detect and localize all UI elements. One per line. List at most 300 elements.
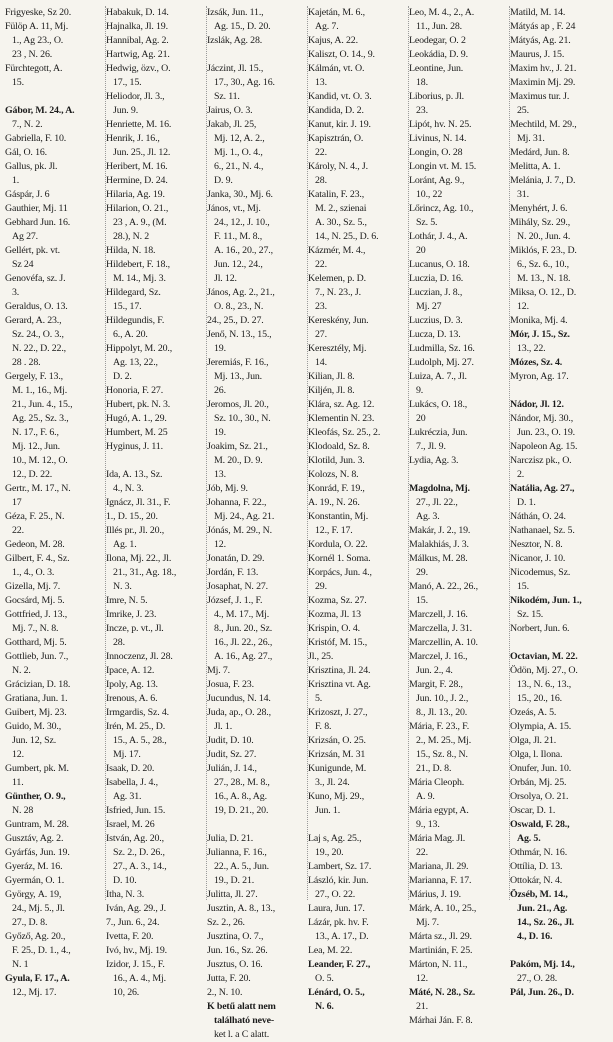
name-entry-line: 21., D. 8. [416,763,452,774]
name-entry-line: Gauthier, Mj. 11 [5,203,68,214]
name-entry-line: 17 [12,497,22,508]
name-entry-line: Maxim hv., J. 21. [510,63,577,74]
name-entry-line: Nesztor, N. 8. [510,539,563,550]
name-entry-line: Gerard, A. 23., [5,315,62,326]
name-entry-line: Jl. 12. [214,273,237,284]
name-entry-line: Maximin Mj. 29. [510,77,576,88]
name-entry-line: Longin vt. M. 15. [409,161,477,172]
name-entry-line: Kanut, kir. J. 19. [308,119,371,130]
name-entry-line: Iván, Ag. 29., J. [106,903,166,914]
name-entry-line: Jusztina, O. 7., [207,931,264,942]
name-entry-line: Mj. 7. [207,665,230,676]
name-entry-line: 2., M. 25., Mj. [416,735,472,746]
name-entry-line: 20 [416,245,426,256]
name-entry-line: 3. [12,287,20,298]
name-entry-line: Nándor, Mj. 30., [510,413,574,424]
name-entry-line: Kozma, Sz. 27. [308,595,367,606]
name-entry-line: Sz. 10., 30., N. [214,413,271,424]
name-entry-line: Gyeráz, M. 16. [5,861,63,872]
name-entry-line: 12., F. 17. [315,525,353,536]
name-entry-line: Genovéfa, sz. J. [5,273,66,284]
name-entry-line: Konrád, F. 19., [308,483,365,494]
name-entry-line: Lambert, Sz. 17. [308,861,372,872]
name-entry-line: Gedeon, M. 28. [5,539,65,550]
name-entry-line: Henrik, J. 16., [106,133,160,144]
name-entry-line: Hilaria, Ag. 19. [106,189,165,200]
name-entry-line: Lukréczia, Jun. [409,427,468,438]
name-entry-line: Jun. 25., Jl. 12. [113,147,171,158]
name-entry-line: 24., 25., D. 27. [207,315,264,326]
name-entry-line: 12. [416,973,428,984]
name-entry-line: Maurus, J. 15. [510,49,565,60]
name-entry-line: 15., 20., 16. [517,693,562,704]
name-entry-line: Jordán, F. 13. [207,567,259,578]
name-entry-line: M. 1., 16., Mj. [12,385,68,396]
name-entry-line: 9., 13. [416,819,440,830]
name-entry-line: Maximus tur. J. [510,91,570,102]
name-entry-line: Imrike, J. 23. [106,609,157,620]
name-entry-line: Ipoly, Ag. 13. [106,679,158,690]
name-entry-line: Guntram, M. 28. [5,819,69,830]
name-entry-line: Mj. 13., Jun. [214,371,262,382]
name-entry-line: József, J. 1., F. [207,595,263,606]
name-entry-line: Imre, N. 5. [106,595,148,606]
name-entry-line: Mária Cleoph. [409,777,465,788]
name-entry-line: Onufer, Jun. 10. [510,763,572,774]
name-entry-line: Hedwig, özv., O. [106,63,171,74]
name-entry-line: 27., O. 28. [517,973,558,984]
name-entry-line: 6., 21., N. 4., [214,161,264,172]
name-entry-line: 13., A. 17., D. [315,931,369,942]
name-entry-line: Izsák, Jun. 11., [207,7,264,18]
name-entry-line: Makár, J. 2., 19. [409,525,471,536]
name-entry-line: Jl., 25. [308,651,334,662]
name-entry-line: Mária egypt, A. [409,805,469,816]
name-entry-line: Jucundus, N. 14. [207,693,271,704]
name-entry-line: Kajus, A. 22. [308,35,358,46]
name-entry-line: Kaliszt, O. 14., 9. [308,49,375,60]
name-entry-line: Katalin, F. 23., [308,189,365,200]
name-entry-line: Napoleon Ag. 15. [510,441,578,452]
name-entry-line: Julitta, Jl. 27. [207,889,258,900]
name-entry-line: 16., A. 8., Ag. [214,791,267,802]
name-entry-line: 28. [113,637,125,648]
name-entry-line: N. 22., D. 22., [12,343,66,354]
name-entry-line: Sz. 2., D. 26., [113,847,165,858]
name-entry-line: Leontine, Jun. [409,63,464,74]
name-entry-line: Gilbert, F. 4., Sz. [5,553,70,564]
name-entry-line: Krizoszt, J. 27., [308,707,368,718]
name-entry-line: Loránt, Ag. 9., [409,175,465,186]
name-entry-line: Hilarion, O. 21., [106,203,169,214]
name-entry-line: Gottfried, J. 13., [5,609,68,620]
name-entry-line: Lőrincz, Ag. 10., [409,203,474,214]
name-entry-line: 24., Mj. 5., Jl. [12,903,65,914]
name-entry-line: 19, D. 21., 20. [214,805,269,816]
name-entry-line: 15., A. 5., 28., [113,735,167,746]
name-entry-line: Márta sz., Jl. 29. [409,931,472,942]
name-entry-line: Pál, Jun. 26., D. [510,987,574,998]
name-entry-line: 28.), N. 2 [113,231,150,242]
name-entry-line: Isaak, D. 20. [106,763,155,774]
name-entry-line: 6., Sz. 6., 10., [517,259,569,270]
name-entry-line: Laj s, Ag. 25., [308,833,362,844]
name-entry-line: Mihály, Sz. 29., [510,217,571,228]
name-entry-line: 13. [315,77,327,88]
name-entry-line: Israel, M. 26 [106,819,155,830]
name-entry-line: D. 9. [214,175,233,186]
name-entry-line: Hannibal, Ag. 2. [106,35,169,46]
name-entry-line: Juda, ap., O. 28., [207,707,271,718]
name-entry-line: Lipót, hv. N. 25. [409,119,472,130]
name-entry-line: Sz 24 [12,259,34,270]
name-entry-line: A. 9. [416,791,435,802]
name-entry-line: Marczell, J. 16. [409,609,468,620]
name-entry-line: Luczius, D. 3. [409,315,463,326]
name-entry-line: Manó, A. 22., 26., [409,581,478,592]
name-entry-line: Josua, F. 23. [207,679,254,690]
name-entry-line: Jun. 1. [315,805,341,816]
name-entry-line: Lázár, pk. hv. F. [308,917,369,928]
name-entry-line: Ludolph, Mj. 27. [409,357,474,368]
name-entry-line: Melitta, A. 1. [510,161,561,172]
name-entry-line: Irenous, A. 6. [106,693,158,704]
section-spacer [510,636,608,650]
name-entry-line: Kelemen, p. D. [308,273,366,284]
name-entry-line: Mária Mag. Jl. [409,833,466,844]
name-entry-line: 12. [12,749,24,760]
name-entry-line: Luczia, D. 16. [409,273,464,284]
name-entry-line: Ivetta, F. 20. [106,931,154,942]
name-entry-line: 14., N. 25., D. 6. [315,231,379,242]
name-entry-line: 27. [315,329,327,340]
name-entry-line: Hildebert, F. 18., [106,259,170,270]
name-entry-line: Krispin, O. 4. [308,623,360,634]
name-entry-line: 7., Jun. 6., 24. [106,917,160,928]
name-entry-line: Kilian, Jl. 8. [308,371,355,382]
name-entry-line: Leodegar, O. 2 [409,35,466,46]
index-column-6 [510,6,610,998]
name-entry-line: 4., N. 3. [113,483,144,494]
name-entry-line: Nádor, Jl. 12. [510,399,564,410]
name-entry-line: Luczian, J. 8., [409,287,463,298]
name-entry-line: 4., D. 16. [517,931,553,942]
name-entry-line: 10., M. 12., O. [12,455,68,466]
name-entry-line: Nicodemus, Sz. [510,567,571,578]
name-entry-line: Győző, Ag. 20., [5,931,66,942]
name-entry-line: 10., 22 [416,189,443,200]
name-entry-line: Kázmér, M. 4., [308,245,366,256]
name-entry-line: Ivó, hv., Mj. 19. [106,945,167,956]
name-entry-line: Hildegard, Sz. [106,287,161,298]
name-entry-line: 22. [416,847,428,858]
name-entry-line: 12., D. 22. [12,469,53,480]
name-entry-line: Jeremiás, F. 16., [207,357,269,368]
name-entry-line: Leander, F. 27., [308,959,371,970]
name-entry-line: 29. [315,581,327,592]
name-entry-line: 8., Jl. 13., 20. [416,707,468,718]
name-entry-line: Mj. 7. [416,917,439,928]
name-entry-line: 19. [214,343,226,354]
name-entry-line: Mj. 1., O. 4., [214,147,263,158]
name-entry-line: Mechtild, M. 29., [510,119,577,130]
name-entry-line: Jun. 23., O. 19. [517,427,575,438]
name-entry-line: 15. [517,581,529,592]
name-entry-line: Gál, O. 16. [5,147,47,158]
name-entry-line: Hartwig, Ag. 21. [106,49,170,60]
name-entry-line: Kordula, O. 22. [308,539,368,550]
name-entry-line: Klementin N. 23. [308,413,375,424]
name-entry-line: Ag 27. [12,231,38,242]
name-entry-line: Julián, J. 14., [207,763,257,774]
name-entry-line: Johanna, F. 22., [207,497,267,508]
name-entry-line: Humbert, M. 25 [106,427,168,438]
name-entry-line: N. 6. [315,1001,334,1012]
name-entry-line: Lénárd, O. 5., [308,987,365,998]
name-entry-line: Ag. 13, 22., [113,357,158,368]
name-entry-line: F. 8. [315,721,332,732]
name-entry-line: 11. [12,777,24,788]
name-entry-line: O. 8., 23., N. [214,301,264,312]
name-entry-line: 20 [416,413,426,424]
name-entry-line: Pakóm, Mj. 14., [510,959,575,970]
name-entry-line: N. 3. [113,581,132,592]
name-entry-line: Mj. 12., Jun. [12,441,60,452]
section-spacer [5,90,103,104]
name-entry-line: Lothár, J. 4., A. [409,231,468,242]
index-column-5 [409,6,510,1026]
name-entry-line: 27., Jl. 22., [416,497,458,508]
name-entry-line: Kandida, D. 2. [308,105,364,116]
name-entry-line: Ag. 25., Sz. 3., [12,413,69,424]
name-entry-line: 1., Ag 23., O. [12,35,64,46]
name-entry-line: Gocsárd, Mj. 5. [5,595,65,606]
name-entry-line: Grácizian, D. 18. [5,679,71,690]
name-entry-line: Márk, A. 10., 25., [409,903,477,914]
name-entry-line: Irmgardis, Sz. 4. [106,707,169,718]
name-entry-line: A. 19., N. 26. [308,497,360,508]
name-entry-line: N. 20., Jun. 4. [517,231,571,242]
name-entry-line: Livinus, N. 14. [409,133,467,144]
name-entry-line: 17., 30., Ag. 16. [214,77,275,88]
name-entry-line: Norbert, Jun. 6. [510,623,570,634]
name-entry-line: Sz. 24., O. 3., [12,329,64,340]
name-entry-line: 19. [214,427,226,438]
name-entry-line: Mór, J. 15., Sz. [510,329,570,340]
name-entry-line: Nicanor, J. 10. [510,553,566,564]
name-entry-line: Ag. 31. [113,791,142,802]
name-entry-line: János, Ag. 2., 21., [207,287,275,298]
name-entry-line: 11., Jun. 28. [416,21,462,32]
name-entry-line: Jl. 1. [214,721,233,732]
name-entry-line: 3., Jl. 24. [315,777,350,788]
name-entry-line: Gusztáv, Ag. 2. [5,833,64,844]
name-entry-line: Oscar, D. 1. [510,805,556,816]
name-entry-line: M. 20., D. 9. [214,455,263,466]
name-entry-line: Ida, A. 13., Sz. [106,469,163,480]
name-entry-line: Mariana, Jl. 29. [409,861,469,872]
name-entry-line: Lucza, D. 13. [409,329,461,340]
name-entry-line: K betű alatt nem [207,1001,276,1012]
name-entry-line: Márton, N. 11., [409,959,468,970]
name-entry-line: Jun. 12., 24., [214,259,263,270]
name-entry-line: Josaphat, N. 27. [207,581,268,592]
name-entry-line: 9. [416,385,424,396]
name-entry-line: László, kir. Jun. [308,875,369,886]
name-entry-line: 12., Mj. 17. [12,987,57,998]
name-entry-line: A. 30., Sz. 5., [315,217,367,228]
name-entry-line: Günther, O. 9., [5,791,66,802]
name-entry-line: M. 13., N. 18. [517,273,571,284]
name-entry-line: 22. [315,147,327,158]
name-entry-line: Hermine, D. 24. [106,175,168,186]
name-entry-line: Jób, Mj. 9. [207,483,248,494]
name-entry-line: Hippolyt, M. 20., [106,343,173,354]
name-entry-line: Gallus, pk. Jl. [5,161,58,172]
name-entry-line: Heliodor, Jl. 3., [106,91,165,102]
name-entry-line: István, Ag. 20., [106,833,164,844]
name-entry-line: Jairus, O. 3. [207,105,253,116]
name-entry-line: Olympia, A. 15. [510,721,572,732]
name-entry-line: Lea, M. 22. [308,945,353,956]
name-entry-line: Gellért, pk. vt. [5,245,60,256]
name-entry-line: Gratiana, Jun. 1. [5,693,68,704]
name-entry-line: Kálmán, vt. O. [308,63,365,74]
name-entry-line: 27., D. 8. [12,917,48,928]
name-entry-line: Ag. 7. [315,21,339,32]
name-entry-line: Kuno, Mj. 29., [308,791,365,802]
name-entry-line: Kozma, Jl. 13 [308,609,361,620]
name-entry-line: Kiljén, Jl. 8. [308,385,355,396]
name-entry-line: Heribert, M. 16. [106,161,168,172]
name-entry-line: 16., Jl. 22., 26., [214,637,273,648]
name-entry-line: 28 . 28. [12,357,41,368]
name-entry-line: Kunigunde, M. [308,763,367,774]
name-entry-line: Julianna, F. 16., [207,847,267,858]
name-entry-line: Lydia, Ag. 3. [409,455,459,466]
section-spacer [308,818,406,832]
name-entry-line: Málkus, M. 28. [409,553,468,564]
name-entry-line: Narczisz pk., O. [510,455,572,466]
name-entry-line: Marczel, J. 16., [409,651,468,662]
name-entry-line: Judit, D. 10. [207,735,254,746]
name-entry-line: Luiza, A. 7., Jl. [409,371,467,382]
section-spacer [106,454,204,468]
name-entry-line: Ag. 1. [113,539,137,550]
name-entry-line: Habakuk, D. 14. [106,7,169,18]
name-entry-line: Innoczenz, Jl. 28. [106,651,173,662]
name-entry-line: 15. [416,595,428,606]
name-entry-line: 23 , N. 26. [12,49,53,60]
name-entry-line: Oswald, F. 28., [510,819,570,830]
name-entry-line: 26. [214,385,226,396]
name-entry-line: Náthán, O. 24. [510,511,566,522]
name-entry-line: Orbán, Mj. 25. [510,777,567,788]
section-spacer [510,384,608,398]
name-entry-line: 22. [315,259,327,270]
name-entry-line: Matild, M. 14. [510,7,566,18]
name-entry-line: Klotild, Jun. 3. [308,455,365,466]
name-entry-line: Mózes, Sz. 4. [510,357,563,368]
name-entry-line: D. 10. [113,875,137,886]
name-entry-line: Kolozs, N. 8. [308,469,359,480]
name-entry-line: Márhai Ján. F. 8. [409,1015,473,1026]
name-entry-line: Gáspár, J. 6 [5,189,50,200]
name-entry-line: Othmár, N. 16. [510,847,568,858]
name-entry-line: Ludmilla, Sz. 16. [409,343,475,354]
name-entry-line: 14. [315,357,327,368]
name-entry-line: Ignácz, Jl. 31., F. [106,497,171,508]
name-entry-line: 29. [416,567,428,578]
name-entry-line: Hajnalka, Jl. 19. [106,21,168,32]
name-entry-line: Miksa, O. 12., D. [510,287,577,298]
name-entry-line: 18. [416,77,428,88]
name-entry-line: Jun. 9. [113,105,139,116]
name-entry-line: Guido, M. 30., [5,721,62,732]
name-entry-line: Mj. 12, A. 2., [214,133,265,144]
name-entry-line: Guibert, Mj. 23. [5,707,67,718]
name-entry-line: Sz. 5. [416,217,438,228]
name-entry-line: Isfried, Jun. 15. [106,805,166,816]
name-entry-line: Hugó, A. 1., 29. [106,413,167,424]
name-entry-line: Ilona, Mj. 22., Jl. [106,553,172,564]
name-entry-line: Hilda, N. 18. [106,245,156,256]
name-entry-line: Orsolya, O. 21. [510,791,569,802]
name-entry-line: N. 17., F. 6., [12,427,59,438]
name-entry-line: Joakim, Sz. 21., [207,441,268,452]
name-entry-line: Ottília, D. 13. [510,861,563,872]
name-entry-line: N. 1 [12,959,29,970]
name-entry-line: Frigyeske, Sz 20. [5,7,72,18]
name-entry-line: Sz. 15. [517,609,544,620]
name-entry-line: 7., N. 2. [12,119,43,130]
name-entry-line: Leokádia, D. 9. [409,49,468,60]
name-entry-line: található neve- [214,1015,275,1026]
name-entry-line: Hyginus, J. 11. [106,441,163,452]
name-entry-line: Gergely, F. 13., [5,371,63,382]
name-entry-line: Kristóf, M. 15., [308,637,368,648]
name-entry-line: Mj. 24., Ag. 21. [214,511,275,522]
name-entry-line: Mj. 17. [113,749,141,760]
name-entry-line: Krisztina, Jl. 24. [308,665,371,676]
name-entry-line: Kereskény, Jun. [308,315,369,326]
name-entry-line: Fülöp A. 11, Mj. [5,21,69,32]
name-entry-line: 1. [12,175,20,186]
name-entry-line: Jutta, F. 20. [207,973,251,984]
name-entry-line: Miklós, F. 23., D. [510,245,577,256]
name-entry-line: Olga, l. Ilona. [510,749,563,760]
name-entry-line: Gotthard, Mj. 5. [5,637,67,648]
name-entry-line: Ödön, Mj. 27., O. [510,665,578,676]
name-entry-line: 22. [12,525,24,536]
name-entry-line: Jun. 10., J. 2., [416,693,469,704]
name-entry-line: Liborius, p. Jl. [409,91,464,102]
name-entry-line: 21. [416,1001,428,1012]
name-entry-line: Gottlieb, Jun. 7., [5,651,69,662]
name-entry-line: M. 14., Mj. 3. [113,273,166,284]
section-spacer [510,944,608,958]
name-entry-line: 13. [214,469,226,480]
index-column-4 [308,6,409,1012]
name-entry-line: Ipace, A. 12. [106,665,155,676]
name-entry-line: Mj. 31. [517,133,545,144]
name-entry-line: 8., Jun. 20., Sz. [214,623,273,634]
name-entry-line: 23. [416,105,428,116]
name-entry-line: Jun. 21., Ag. [517,903,568,914]
name-entry-line: 15. [12,77,24,88]
name-entry-line: ket l. a C alatt. [214,1029,270,1040]
index-column-3 [207,6,308,1040]
